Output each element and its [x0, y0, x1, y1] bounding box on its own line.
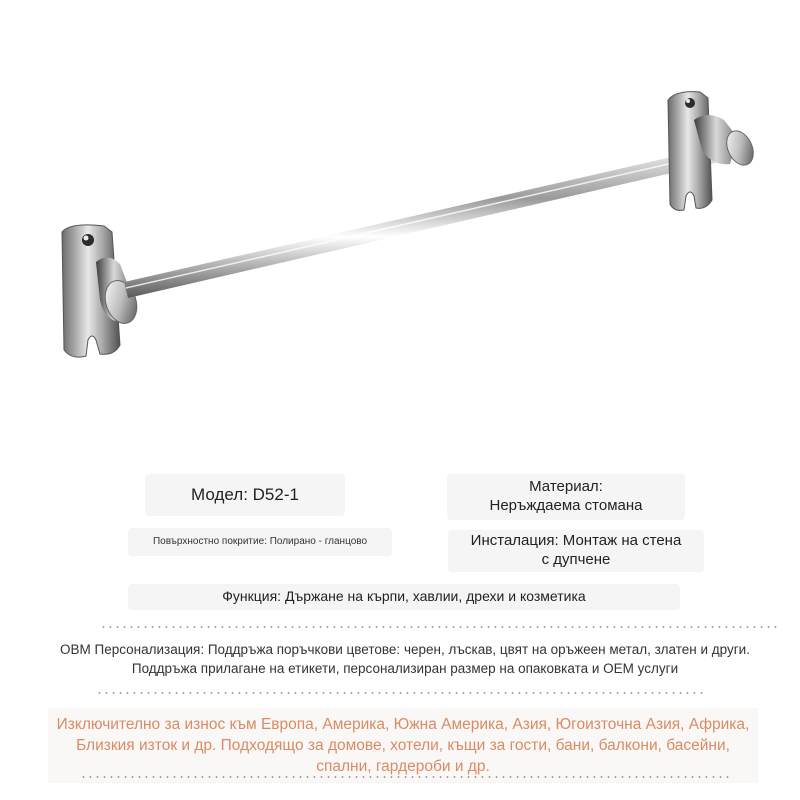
obm-customization-text: OBM Персонализация: Поддръжа поръчкови цветове: черен, лъскав, цвят на оръжеен метал, златен и други. Поддръжа прилагане на етикети, персонализиран размер на опаковката и OEM услуги: [60, 642, 750, 676]
installation-line-2: с дупчене: [541, 551, 611, 568]
model-text: Модел: D52-1: [191, 485, 299, 505]
surface-finish-label: [128, 528, 392, 556]
surface-text: Повърхностно покритие: Полирано - гланцово: [152, 535, 368, 547]
function-label: [128, 584, 680, 610]
divider-dots: [96, 692, 706, 694]
export-markets-text: Изключително за износ към Европа, Америка, Южна Америка, Азия, Югоизточна Азия, Африка, Близкия изток и др. Подходящо за домове, хотели, къщи за гости, бани, балкони, басейни, спални, гардероби и др.: [48, 708, 758, 783]
installation-label: [448, 530, 704, 572]
material-title: Материал:: [529, 478, 603, 496]
material-label: [447, 474, 685, 520]
divider-dots: [100, 626, 780, 628]
model-label: [145, 474, 345, 516]
divider-dots: [80, 776, 730, 778]
material-value: Неръждаема стомана: [489, 497, 643, 514]
installation-line-1: Инсталация: Монтаж на стена: [470, 532, 682, 550]
function-text: Функция: Държане на кърпи, хавлии, дрехи и козметика: [222, 588, 586, 605]
right-bracket: [668, 92, 758, 211]
towel-bar-rod: [124, 145, 728, 298]
